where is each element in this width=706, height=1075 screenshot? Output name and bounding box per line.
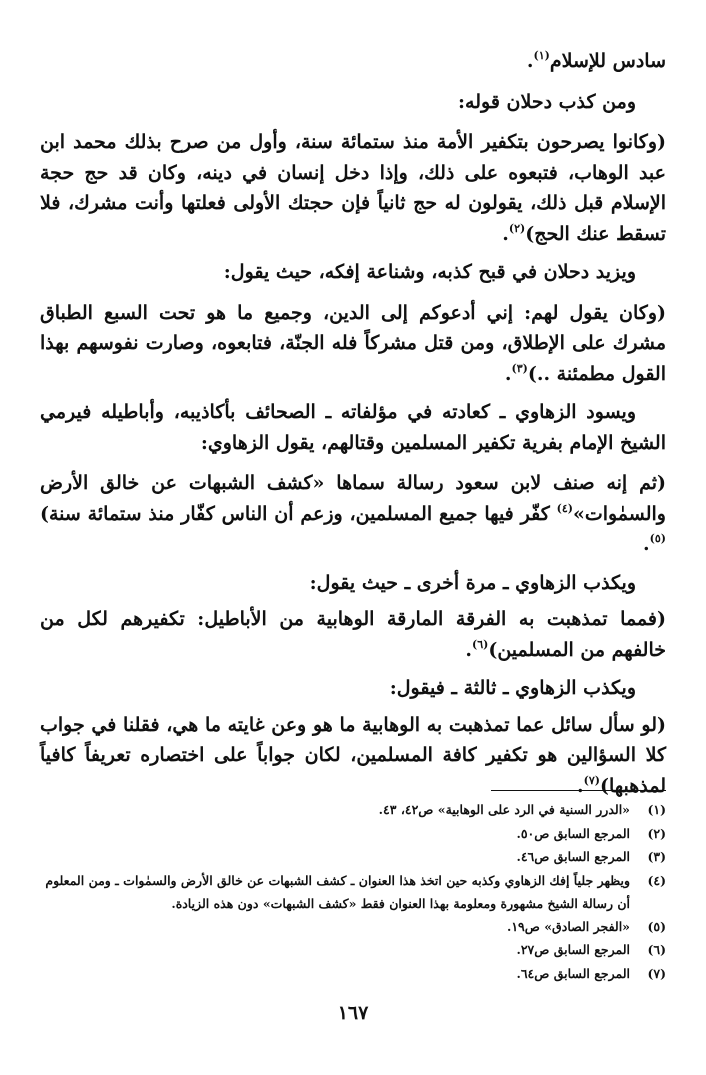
footnote-number: (٦) — [647, 942, 666, 957]
quote-block: (فمما تمذهبت به الفرقة المارقة الوهابية من الأباطيل: تكفيرهم لكل من خالفهم من المسلمين)$^{(٦)}$. — [40, 608, 666, 661]
paragraph-intro: ويزيد دحلان في قبح كذبه، وشناعة إفكه، حيث يقول: — [223, 261, 636, 283]
footnote-text: «الفجر الصادق» ص١٩. — [506, 918, 630, 934]
footnote-ref[interactable]: (١) — [533, 49, 550, 62]
footnote-item — [40, 915, 666, 939]
page-number: ١٦٧ — [337, 1002, 369, 1024]
footnote-item — [40, 798, 666, 822]
footnote-item — [40, 822, 666, 846]
footnote-divider — [491, 790, 666, 791]
footnote-ref[interactable]: (٤) — [556, 501, 573, 515]
footnote-ref[interactable]: (٣) — [511, 361, 528, 375]
footnote-item — [40, 869, 666, 915]
footnote-item — [40, 938, 666, 962]
footnote-text: المرجع السابق ص٤٦. — [516, 849, 630, 864]
paragraph-intro: ويسود الزهاوي ـ كعادته في مؤلفاته ـ الصحائف بأكاذيبه، وأباطيله فيرمي الشيخ الإمام بفرية تكفير المسلمين وقتالهم، يقول الزهاوي: — [40, 401, 666, 454]
footnote-number: (٧) — [647, 965, 666, 981]
paragraph-continuation: سادس للإسلام$^{(١)}$. — [526, 49, 666, 72]
footnote-ref[interactable]: (٧) — [583, 773, 600, 787]
footnote-item — [40, 962, 666, 986]
footnote-item — [40, 845, 666, 869]
footnote-text: المرجع السابق ص٦٤. — [516, 965, 630, 981]
footnote-number: (٤) — [647, 872, 666, 888]
paragraph-intro: ويكذب الزهاوي ـ ثالثة ـ فيقول: — [389, 677, 636, 699]
footnote-ref[interactable]: (٥) — [649, 532, 666, 545]
paragraph-intro: ويكذب الزهاوي ـ مرة أخرى ـ حيث يقول: — [309, 571, 636, 594]
footnote-text: المرجع السابق ص٢٧. — [516, 942, 630, 957]
footnotes — [40, 798, 666, 985]
footnote-number: (٣) — [647, 849, 666, 864]
quote-block: (وكان يقول لهم: إني أدعوكم إلى الدين، وجميع ما هو تحت السبع الطباق مشرك على الإطلاق، ومن قتل مشركاً فله الجنّة، فتابعوه، وصارت نفوسهم بهذا القول مطمئنة ..)$^{(٣)}$. — [40, 301, 666, 385]
quote-block: (لو سأل سائل عما تمذهبت به الوهابية ما هو وعن غايته ما هي، فقلنا في جواب كلا السؤالين هو تكفير كافة المسلمين، لكان جواباً على اختصاره تعريفاً كافياً لمذهبها)$^{(٧)}$. — [40, 713, 666, 797]
footnote-text: ويظهر جلياً إفك الزهاوي وكذبه حين اتخذ هذا العنوان ـ كشف الشبهات عن خالق الأرض والسمٰوات ـ ومن المعلوم أن رسالة الشيخ مشهورة ومعلومة بهذا العنوان فقط «كشف الشبهات» دون هذه الزيادة. — [45, 872, 630, 911]
footnote-number: (١) — [647, 802, 666, 817]
footnote-text: «الدرر السنية في الرد على الوهابية» ص٤٢، ٤٣. — [378, 802, 630, 817]
quote-block: (ثم إنه صنف لابن سعود رسالة سماها «كشف الشبهات عن خالق الأرض والسمٰوات»$^{(٤)}$ كفّر فيها جميع المسلمين، وزعم أن الناس كفّار منذ ستمائة سنة)$^{(٥)}$. — [40, 472, 666, 555]
footnote-ref[interactable]: (٦) — [471, 637, 489, 651]
main-text — [40, 46, 666, 809]
footnote-number: (٢) — [647, 825, 666, 841]
paragraph-intro: ومن كذب دحلان قوله: — [458, 90, 636, 113]
footnote-text: المرجع السابق ص٥٠. — [516, 825, 630, 841]
footnote-number: (٥) — [647, 918, 666, 934]
quote-block: (وكانوا يصرحون بتكفير الأمة منذ ستمائة سنة، وأول من صرح بذلك محمد ابن عبد الوهاب، فتبعوه على ذلك، وإذا دخل إنسان في دينه، وكان قد حج حجة الإسلام قبل ذلك، يقولون له حج ثانياً فإن حجتك الأولى فعلتها وأنت مشرك، فلا تسقط عنك الحج)$^{(٢)}$. — [40, 131, 666, 245]
footnote-ref[interactable]: (٢) — [508, 221, 526, 235]
